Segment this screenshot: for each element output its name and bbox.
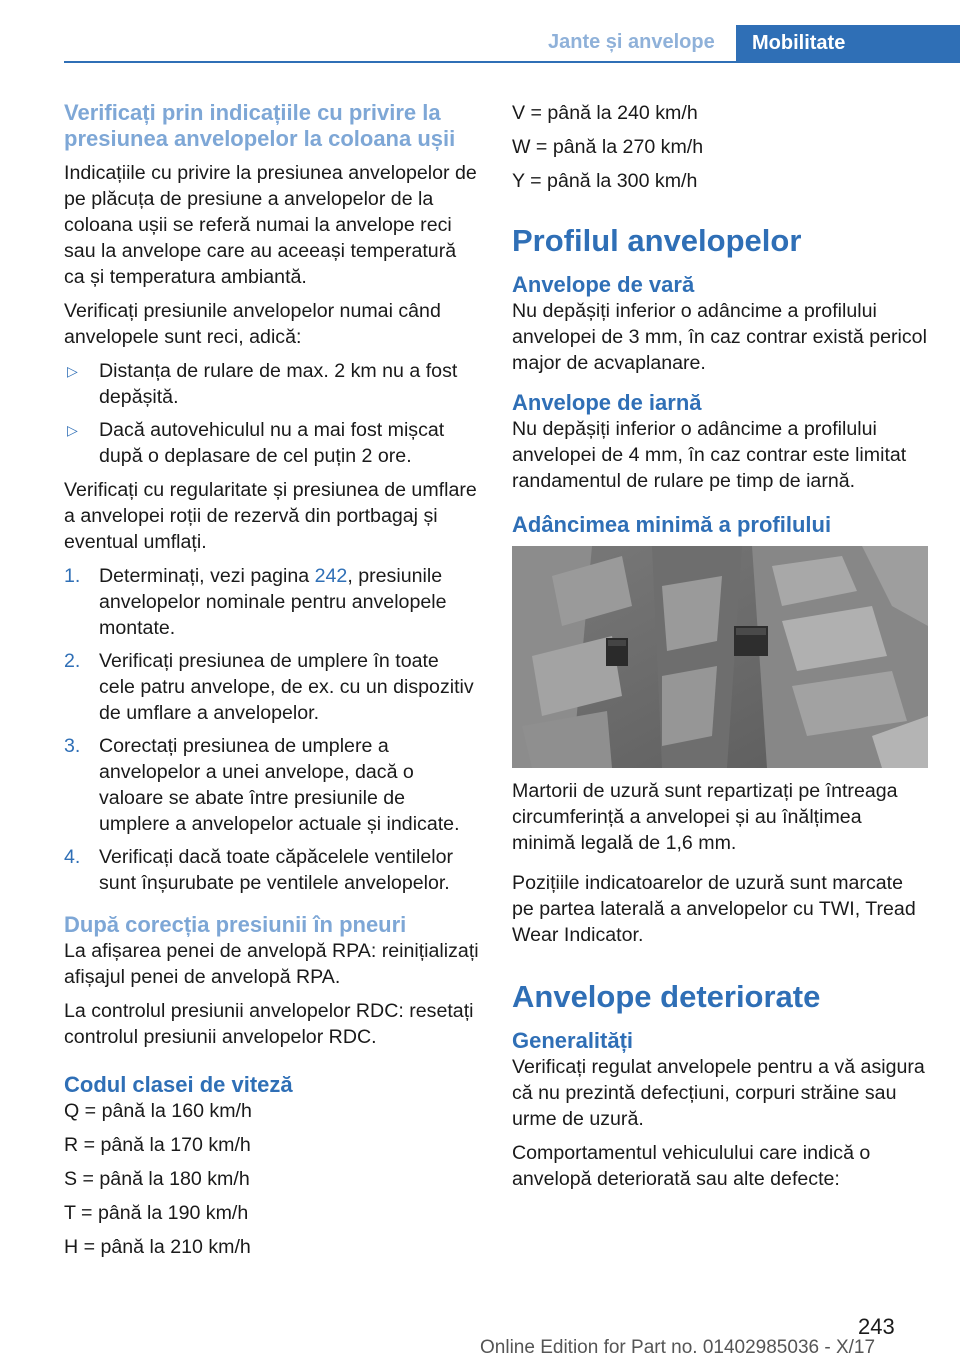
speed-code: H = până la 210 km/h (64, 1236, 251, 1258)
paragraph: La afișarea penei de anvelopă RPA: reinițializați afișajul penei de anvelopă RPA. (64, 940, 479, 988)
numbered-steps (64, 563, 480, 896)
speed-code: V = până la 240 km/h (512, 102, 698, 124)
left-column (64, 100, 480, 1268)
subheading-general: Generalități (512, 1028, 634, 1053)
section-heading-speed-class: Codul clasei de viteză (64, 1072, 293, 1097)
speed-code: Q = până la 160 km/h (64, 1100, 252, 1122)
triangle-bullet-icon: ▷ (67, 363, 78, 379)
paragraph: Nu depășiți inferior o adâncime a profilului anvelopei de 3 mm, în caz contrar există pericol major de acvaplanare. (512, 300, 927, 374)
speed-code: R = până la 170 km/h (64, 1134, 251, 1156)
page-reference-link[interactable]: 242 (314, 565, 348, 587)
step-item (64, 844, 480, 896)
paragraph: Nu depășiți inferior o adâncime a profilului anvelopei de 4 mm, în caz contrar este limitat randamentul de rulare pe timp de iarnă. (512, 418, 907, 492)
step-text: , presiunile anvelopelor nominale pentru anvelopele montate. (99, 565, 447, 639)
list-item (64, 417, 480, 469)
header-tab-mobilitate[interactable]: Mobilitate (736, 25, 960, 62)
tire-tread-wear-indicator-image (512, 546, 928, 768)
paragraph: La controlul presiunii anvelopelor RDC: resetați controlul presiunii anvelopelor RDC. (64, 1000, 474, 1048)
speed-code: W = până la 270 km/h (512, 136, 704, 158)
step-text: Corectați presiunea de umplere a anvelopelor a unei anvelope, dacă o valoare se abate între presiunile de umplere a anvelopelor actuale și indicate. (99, 735, 460, 835)
right-column (512, 100, 928, 1200)
paragraph: Verificați cu regularitate și presiunea de umflare a anvelopei roții de rezervă din portbagaj și eventual umflați. (64, 479, 477, 553)
list-item (64, 358, 480, 410)
header-divider (64, 61, 960, 63)
section-heading-after-correction: După corecția presiunii în pneuri (64, 912, 407, 937)
step-number: 3. (64, 735, 81, 757)
step-number: 4. (64, 846, 81, 868)
header-navigation (530, 25, 960, 62)
list-item-text: Distanța de rulare de max. 2 km nu a fost depășită. (99, 360, 458, 408)
step-number: 2. (64, 650, 81, 672)
speed-code: T = până la 190 km/h (64, 1202, 249, 1224)
step-text: Verificați dacă toate căpăcelele ventilelor sunt înșurubate pe ventilele anvelopelor. (99, 846, 453, 894)
subheading-minimum-depth: Adâncimea minimă a profilului (512, 512, 832, 537)
step-item (64, 733, 480, 837)
subheading-winter-tires: Anvelope de iarnă (512, 390, 702, 415)
paragraph: Indicațiile cu privire la presiunea anvelopelor de pe plăcuța de presiune a anvelopelor de la coloana ușii se referă numai la anvelope reci sau la anvelope care au aceeași temperatură ca și temperatura ambiantă. (64, 162, 477, 288)
step-item (64, 563, 480, 641)
paragraph: Comportamentul vehiculului care indică o anvelopă deteriorată sau alte defecte: (512, 1142, 871, 1190)
step-text: Verificați presiunea de umplere în toate cele patru anvelope, de ex. cu un dispozitiv de umflare a anvelopelor. (99, 650, 474, 724)
figure-caption: Martorii de uzură sunt repartizați pe întreaga circumferință a anvelopei și au înălțimea minimă legală de 1,6 mm. (512, 780, 898, 854)
paragraph: Verificați regulat anvelopele pentru a vă asigura că nu prezintă defecțiuni, corpuri străine sau urme de uzură. (512, 1056, 925, 1130)
chapter-title-tread: Profilul anvelopelor (512, 223, 802, 258)
speed-code: Y = până la 300 km/h (512, 170, 698, 192)
list-item-text: Dacă autovehiculul nu a mai fost mișcat după o deplasare de cel puțin 2 ore. (99, 419, 445, 467)
paragraph: Pozițiile indicatoarelor de uzură sunt marcate pe partea laterală a anvelopelor cu TWI, Tread Wear Indicator. (512, 872, 916, 946)
bullet-list (64, 358, 480, 469)
footer-edition-text: Online Edition for Part no. 01402985036 - X/17 (480, 1337, 876, 1358)
speed-code: S = până la 180 km/h (64, 1168, 250, 1190)
subheading-summer-tires: Anvelope de vară (512, 272, 695, 297)
step-item (64, 648, 480, 726)
section-heading-door-pillar: Verificați prin indicațiile cu privire la presiunea anvelopelor la coloana ușii (64, 100, 456, 151)
page-number: 243 (858, 1314, 895, 1339)
header-section-title[interactable]: Jante și anvelope (548, 31, 715, 53)
paragraph: Verificați presiunile anvelopelor numai când anvelopele sunt reci, adică: (64, 300, 441, 348)
step-number: 1. (64, 565, 81, 587)
triangle-bullet-icon: ▷ (67, 422, 78, 438)
chapter-title-damaged-tires: Anvelope deteriorate (512, 979, 821, 1014)
step-text: Determinați, vezi pagina (99, 565, 315, 587)
